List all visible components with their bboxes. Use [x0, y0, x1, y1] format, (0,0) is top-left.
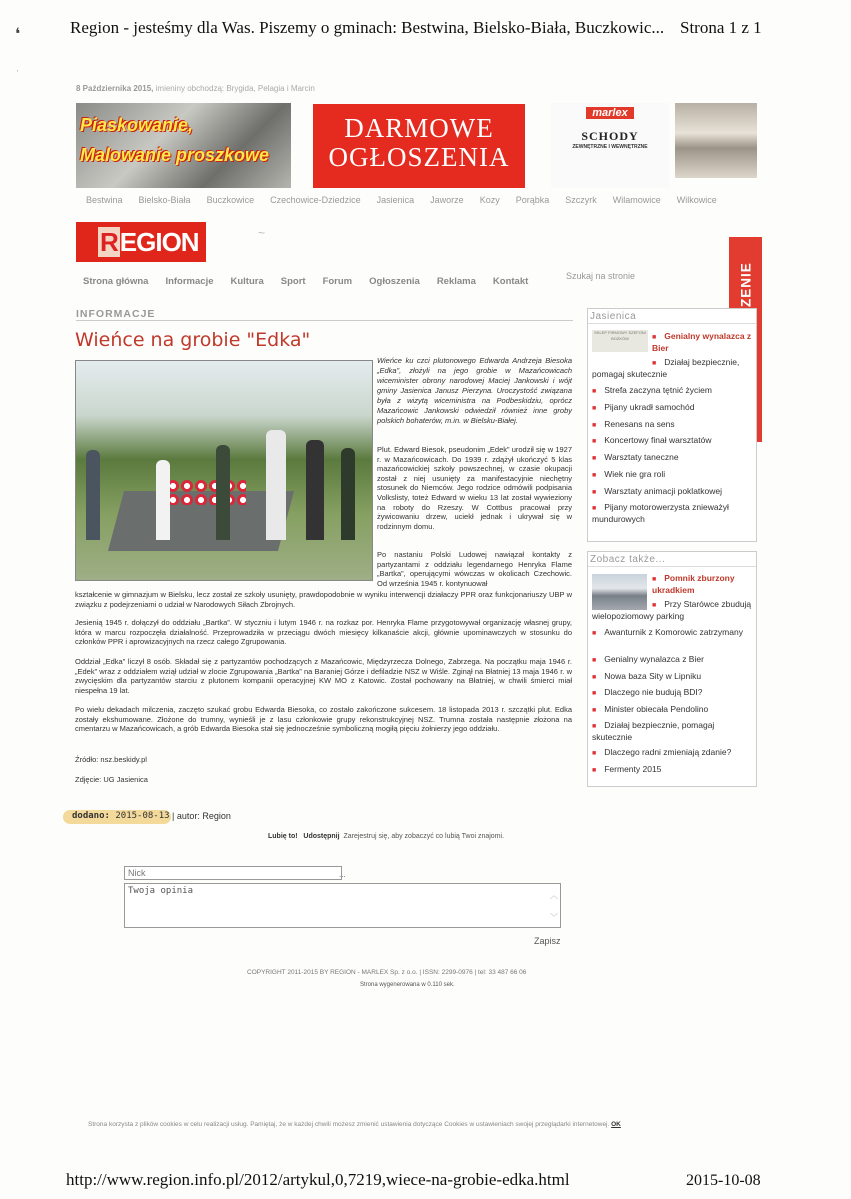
scroll-up-icon[interactable]: ︿ — [550, 891, 558, 900]
ad-line: OGŁOSZENIA — [328, 142, 510, 172]
opinion-textarea[interactable] — [124, 883, 561, 928]
sidebar-news-item[interactable]: ■ Pijany motorowerzysta znieważył mundurowych — [592, 502, 729, 524]
sidebar-news-item[interactable]: ■ Wiek nie gra roli — [592, 469, 666, 479]
bullet-icon: ■ — [592, 438, 597, 445]
nav-home[interactable]: Strona główna — [83, 276, 149, 287]
photo-person — [341, 448, 355, 540]
photo-person — [266, 430, 286, 540]
bullet-icon: ■ — [652, 334, 657, 341]
article-title: Wieńce na grobie "Edka" — [75, 329, 311, 351]
article-paragraph: Po wielu dekadach milczenia, zaczęto szukać grobu Edwarda Biesoka, co zostało zakończone sukcesem. 18 listopada 2013 r. szczątki plut. Edka zostały ekshumowane. Złożone do trumny, wynieśli je z lasu członkowie grupy rekonstrukcyjnej NSZ. Trumna została następnie złożona na cmentarzu w Mazańcowicach, a grób Edwarda Biesoka stał się jednocześnie symboliczną mogiłą pięciu żołnierzy jego oddziału. — [75, 705, 572, 734]
bullet-icon: ■ — [592, 388, 597, 395]
gmina-link[interactable]: Buczkowice — [206, 195, 255, 205]
divider — [588, 566, 756, 567]
nick-input[interactable]: Nick — [124, 866, 342, 880]
box-title: Jasienica — [590, 311, 637, 322]
print-url: http://www.region.info.pl/2012/artykul,0,7219,wiece-na-grobie-edka.html — [66, 1170, 570, 1189]
gmina-link[interactable]: Wilamowice — [612, 195, 661, 205]
gmina-link[interactable]: Czechowice-Dziedzice — [270, 195, 361, 205]
gmina-link[interactable]: Jasienica — [376, 195, 415, 205]
article-photo — [75, 360, 373, 581]
sidebar-news-item[interactable]: ■ Genialny wynalazca z Bier — [592, 654, 704, 664]
bullet-icon: ■ — [592, 630, 597, 637]
photo-person — [86, 450, 100, 540]
sidebar-news-item[interactable]: ■ Awanturnik z Komorowic zatrzymany — [592, 627, 743, 637]
search-label[interactable]: Szukaj na stronie — [566, 271, 636, 281]
sidebar-box-jasienica — [587, 308, 757, 542]
bullet-icon: ■ — [652, 360, 657, 367]
nav-culture[interactable]: Kultura — [230, 276, 264, 287]
article-paragraph: Jesienią 1945 r. dołączył do oddziału „Bartka”. W styczniu i lutym 1946 r. na rozkaz por. Henryka Flame przygotowywał organizację własnej grupy, która w marcu rozpoczęła działalność. Przeprowadziła w przeciągu dwóch miesięcy kilkanaście akcji, głównie upominawczych w stosunku do członków PPR i aprowizacyjnych na rzecz całego Zgrupowania. — [75, 618, 572, 647]
added-label: dodano: — [72, 811, 110, 821]
sidebar-news-item[interactable]: ■ Dlaczego radni zmieniają zdanie? — [592, 747, 732, 757]
cookie-ok-button[interactable]: OK — [611, 1121, 621, 1128]
bullet-icon: ■ — [592, 405, 597, 412]
cookie-text: Strona korzysta z plików cookies w celu realizacji usług. Pamiętaj, że w każdej chwili możesz zmienić ustawienia dotyczące Cookies w ustawieniach swojej przeglądarki internetowej. — [88, 1121, 610, 1128]
scan-mark: ❛ — [15, 26, 21, 43]
box-title: Zobacz także... — [590, 554, 666, 565]
photo-person — [306, 440, 324, 540]
bullet-icon: ■ — [592, 723, 597, 730]
sidebar-news-item[interactable]: ■ Działaj bezpiecznie, pomagaj skutecznie — [592, 720, 715, 742]
sidebar-box-see-also — [587, 551, 757, 787]
article-paragraph: Po nastaniu Polski Ludowej nawiązał kontakty z partyzantami z oddziału legendarnego Henryka Flame „Bartka”, operującymi wówczas w okolicach Czechowic. Od września 1945 r. kontynuował — [377, 550, 572, 588]
added-date — [72, 811, 170, 821]
logo-text: EGION — [119, 227, 199, 257]
like-button[interactable]: Lubię to! — [268, 833, 298, 840]
ad-banner-free-ads[interactable] — [313, 104, 525, 188]
article-paragraph: Oddział „Edka” liczył 8 osób. Składał się z partyzantów pochodzących z Mazańcowic, Międzyrzecza Dolnego, Zabrzega. Na początku maja 1946 r. „Edek” wraz z oddziałem wziął udział w zlocie Zgrupowania „Bartka” na Baraniej Górze i defiladzie NSZ w Wiśle. Zginął na Błatniej 13 maja 1946 r. w zwycięskim dla partyzantów starciu z plutonem kompanii operacyjnej KW MO z Katowic. Został pochowany na Błatniej, w chwili śmierci miał niespełna 19 lat. — [75, 657, 572, 695]
bullet-icon: ■ — [592, 472, 597, 479]
date-line — [76, 84, 315, 93]
nav-info[interactable]: Informacje — [165, 276, 214, 287]
scan-mark: ˑ — [16, 68, 19, 79]
sidebar-news-item[interactable]: ■ Koncertowy finał warsztatów — [592, 435, 712, 445]
nav-forum[interactable]: Forum — [322, 276, 353, 287]
ad-line: DARMOWE — [344, 113, 494, 143]
photo-flowers — [166, 479, 246, 505]
ad-subtitle: ZEWNĘTRZNE I WEWNĘTRZNE — [572, 144, 648, 150]
gmina-link[interactable]: Bestwina — [86, 195, 123, 205]
photo-person — [156, 460, 170, 540]
gmina-link[interactable]: Porąbka — [515, 195, 550, 205]
sidebar-news-item[interactable]: ■ Genialny wynalazca z Bier — [652, 331, 752, 353]
gmina-nav — [86, 195, 733, 205]
nav-sport[interactable]: Sport — [280, 276, 306, 287]
sidebar-news-item[interactable]: ■ Warsztaty animacji poklatkowej — [592, 486, 723, 496]
gmina-link[interactable]: Kozy — [479, 195, 500, 205]
print-header-title: Region - jesteśmy dla Was. Piszemy o gminach: Bestwina, Bielsko-Biała, Buczkowic... — [70, 18, 665, 37]
sidebar-news-item[interactable]: ■ Strefa zaczyna tętnić życiem — [592, 385, 712, 395]
bullet-icon: ■ — [592, 657, 597, 664]
nick-dots: ... — [339, 870, 346, 879]
gmina-link[interactable]: Jaworze — [430, 195, 464, 205]
photo-person — [216, 445, 230, 540]
article-source: Źródło: nsz.beskidy.pl — [75, 755, 147, 764]
sidebar-news-item[interactable]: ■ Renesans na sens — [592, 419, 675, 429]
bullet-icon: ■ — [592, 489, 597, 496]
bullet-icon: ■ — [592, 505, 597, 512]
sidebar-news-item[interactable]: ■ Fermenty 2015 — [592, 764, 662, 774]
copyright: COPYRIGHT 2011-2015 BY REGION - MARLEX Sp. z o.o. | ISSN: 2299-0976 | tel: 33 487 66 06 — [247, 969, 527, 976]
scroll-down-icon[interactable]: ﹀ — [550, 913, 558, 922]
print-page-number: Strona 1 z 1 — [680, 18, 762, 37]
ad-product: SCHODY — [581, 129, 639, 143]
article-paragraph: Plut. Edward Biesok, pseudonim „Edek” urodził się w 1927 r. w Mazańcowicach. Do 1939 r. zdążył ukończyć 5 klas mazańcowickiej szkoły powszechnej, w czasie okupacji został z niej usunięty za manifestacyjnie niechętny stosunek do Niemców. Jego rodzice odmówili podpisania Volkslisty, toteż Edward w wieku 13 lat został wywieziony na roboty do Rzeszy. W Cottbus pracował przy żywicowaniu drzew, uciekł jednak i ukrywał się w rodzinnym domu. — [377, 445, 572, 531]
nav-contact[interactable]: Kontakt — [492, 276, 529, 287]
bullet-icon: ■ — [592, 750, 597, 757]
ad-banner-stairs[interactable] — [551, 103, 669, 188]
logo-letter: R — [100, 227, 118, 257]
sidebar-news-item[interactable]: ■ Pijany ukradł samochód — [592, 402, 695, 412]
social-text: Zarejestruj się, aby zobaczyć co lubią Twoi znajomi. — [343, 833, 505, 840]
article-author: | autor: Region — [172, 811, 231, 821]
bullet-icon: ■ — [592, 455, 597, 462]
gmina-link[interactable]: Szczyrk — [565, 195, 597, 205]
submit-button[interactable]: Zapisz — [534, 936, 561, 946]
news-thumbnail[interactable]: SKLEP FIRMOWY SZEFONI BOŻKÓW — [592, 330, 648, 352]
share-button[interactable]: Udostępnij — [303, 833, 340, 840]
sidebar-news-item[interactable]: ■ Minister obiecała Pendolino — [592, 704, 709, 714]
article-lead: Wieńce ku czci plutonowego Edwarda Andrzeja Biesoka „Edka”, złożyli na jego grobie w Mazańcowicach wiceminister obrony narodowej Maciej Jankowski i wójt gminy Jasienica Janusz Pierzyna. Uroczystość związana była z wizytą wiceministra na Podbeskidziu, oprócz Mazańcowic Jankowski odwiedził również inne groby polskich bohaterów, m.in. w Bielsku-Białej. — [377, 356, 572, 425]
ad-brand: marlex — [586, 107, 633, 119]
sidebar-news-item[interactable]: ■ Pomnik zburzony ukradkiem — [652, 573, 735, 595]
print-date: 2015-10-08 — [686, 1172, 761, 1189]
cookie-notice — [88, 1121, 621, 1128]
main-nav — [83, 276, 545, 287]
ad-line: Piaskowanie, — [80, 115, 194, 135]
name-days: imieniny obchodzą: Brygida, Pelagia i Marcin — [155, 84, 315, 93]
ad-stairs-photo[interactable] — [675, 103, 757, 178]
bullet-icon: ■ — [592, 674, 597, 681]
ad-line: Malowanie proszkowe — [80, 145, 270, 165]
date-text: 8 Października 2015, — [76, 84, 154, 93]
site-logo[interactable] — [76, 222, 206, 262]
gmina-link[interactable]: Wilkowice — [676, 195, 717, 205]
nav-ads[interactable]: Ogłoszenia — [369, 276, 420, 287]
bullet-icon: ■ — [652, 602, 657, 609]
generation-time: Strona wygenerowana w 0.110 sek. — [360, 982, 455, 988]
divider — [76, 320, 573, 321]
sidebar-news-item[interactable]: ■ Przy Starówce zbudują wielopoziomowy parking — [592, 599, 752, 621]
sidebar-news-item[interactable]: ■ Działaj bezpiecznie, pomagaj skutecznie — [592, 357, 740, 379]
bullet-icon: ■ — [652, 576, 657, 583]
gmina-link[interactable]: Bielsko-Biała — [138, 195, 191, 205]
divider — [588, 323, 756, 324]
photo-credit: Zdjęcie: UG Jasienica — [75, 775, 148, 784]
ad-banner-sandblasting[interactable] — [76, 103, 291, 188]
bullet-icon: ■ — [592, 422, 597, 429]
bullet-icon: ■ — [592, 707, 597, 714]
opinion-placeholder: Twoja opinia — [128, 886, 194, 896]
added-value: 2015-08-13 — [115, 811, 170, 821]
scan-mark: ~ — [258, 226, 266, 240]
sidebar-news-item[interactable]: ■ Warsztaty taneczne — [592, 452, 679, 462]
nav-advertising[interactable]: Reklama — [436, 276, 476, 287]
bullet-icon: ■ — [592, 690, 597, 697]
sidebar-news-item[interactable]: ■ Nowa baza Sity w Lipniku — [592, 671, 702, 681]
bullet-icon: ■ — [592, 767, 597, 774]
section-title: INFORMACJE — [76, 308, 156, 320]
sidebar-news-item[interactable]: ■ Dlaczego nie budują BDI? — [592, 687, 703, 697]
social-bar — [268, 833, 504, 840]
article-paragraph: kształcenie w gimnazjum w Bielsku, lecz został ze szkoły usunięty, prawdopodobnie w wyniku interwencji działaczy PPR oraz funkcjonariuszy UBP w związku z podejrzeniami o udział w Narodowych Siłach Zbrojnych. — [75, 590, 572, 609]
